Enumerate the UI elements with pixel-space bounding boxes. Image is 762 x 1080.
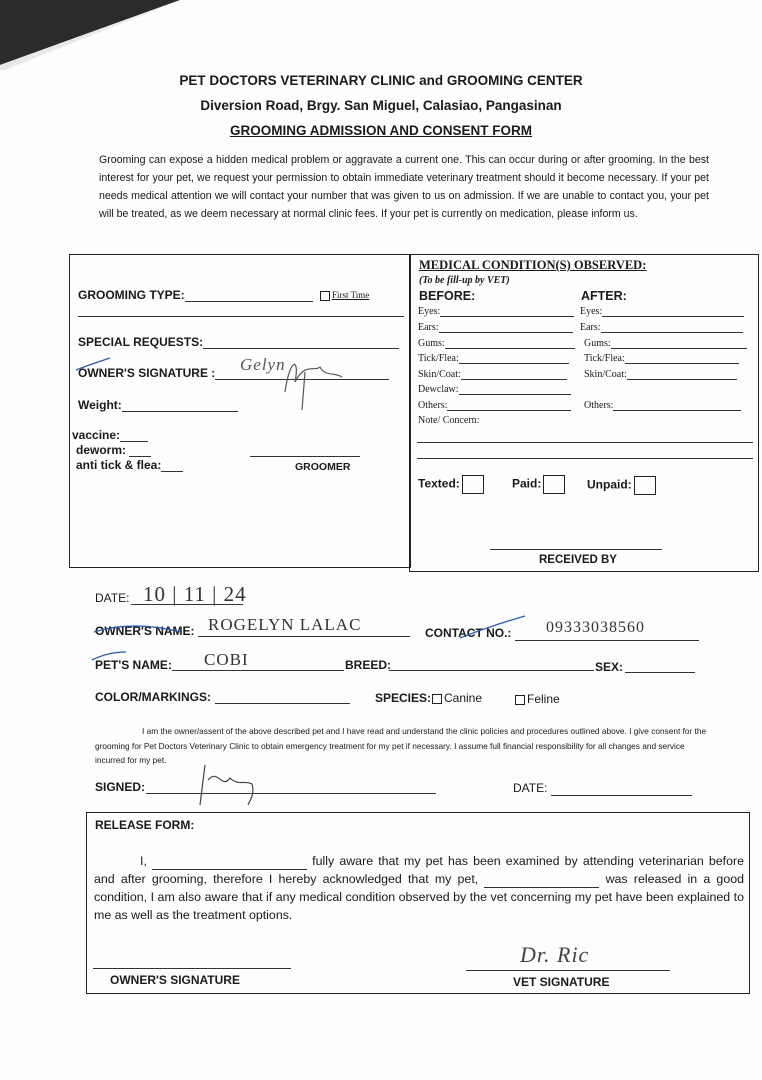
first-time-option[interactable]: First Time <box>320 290 369 301</box>
anti-tick-label: anti tick & flea: <box>76 458 183 472</box>
before-dewclaw-field[interactable] <box>459 394 571 395</box>
medical-subtitle: (To be fill-up by VET) <box>419 275 510 286</box>
release-pet-field[interactable] <box>484 887 599 888</box>
note-line[interactable] <box>417 458 753 459</box>
check-mark-icon <box>74 356 114 376</box>
intro-paragraph: Grooming can expose a hidden medical problem or aggravate a current one. This can occur during or after grooming. In the best interest for your pet, we request your permission to obtain immediate veterinary treatment should it become necessary. If your pet needs medical attention we will contact your number that was given to us on admission. If we are unable to contact you, your pet will be treated, as we deem necessary at normal clinic fees. If your pet is currently on medication, please inform us. <box>99 154 709 220</box>
date-label: DATE: <box>95 591 130 605</box>
medical-row: Others: Others: <box>418 400 758 415</box>
consent-paragraph: I am the owner/assent of the above described pet and I have read and understand the clinic policies and procedures outlined above. I give consent for the grooming for Pet Doctors Veterinary Clinic to obtain emergency treatment for my pet if necessary. I assume full financial responsibility for all changes and service incurred for my pet. <box>95 726 707 765</box>
color-field[interactable] <box>215 703 350 704</box>
texted-checkbox[interactable] <box>462 475 484 494</box>
deworm-label: deworm: <box>76 443 151 457</box>
before-eyes-field[interactable] <box>440 316 574 317</box>
contact-field[interactable] <box>515 640 699 641</box>
grooming-type-label: GROOMING TYPE: <box>78 288 313 302</box>
unpaid-checkbox[interactable] <box>634 476 656 495</box>
after-others-field[interactable] <box>613 410 741 411</box>
special-requests-label: SPECIAL REQUESTS: <box>78 335 399 349</box>
contact-value: 09333038560 <box>546 619 645 636</box>
groomer-line <box>250 456 360 457</box>
grooming-type-field[interactable] <box>185 301 313 302</box>
after-tick-field[interactable] <box>625 363 739 364</box>
contact-label: CONTACT NO.: <box>425 626 512 640</box>
after-gums-field[interactable] <box>611 348 747 349</box>
owner-name-value: ROGELYN LALAC <box>208 615 362 634</box>
date-value: 10 | 11 | 24 <box>143 582 247 606</box>
owner-signature-label: OWNER'S SIGNATURE : <box>78 366 389 380</box>
vaccine-label: vaccine: <box>72 428 148 442</box>
canine-option[interactable]: Canine <box>432 691 482 705</box>
feline-option[interactable]: Feline <box>515 692 560 706</box>
species-label: SPECIES: <box>375 691 432 705</box>
release-owner-signature-label: OWNER'S SIGNATURE <box>110 973 240 987</box>
weight-label: Weight: <box>78 398 238 412</box>
vet-signature-label: VET SIGNATURE <box>513 975 610 989</box>
clinic-name: PET DOCTORS VETERINARY CLINIC and GROOMING CENTER <box>179 73 583 88</box>
vet-signature-value: Dr. Ric <box>520 942 590 967</box>
before-skin-field[interactable] <box>461 379 567 380</box>
paid-checkbox[interactable] <box>543 475 565 494</box>
before-heading: BEFORE: <box>419 289 476 303</box>
medical-row: Eyes: Eyes: <box>418 306 758 321</box>
breed-label: BREED: <box>345 658 392 672</box>
form-title: GROOMING ADMISSION AND CONSENT FORM <box>230 123 532 138</box>
received-by-line[interactable] <box>490 549 662 550</box>
feline-checkbox[interactable] <box>515 695 525 705</box>
clinic-address: Diversion Road, Brgy. San Miguel, Calasiao, Pangasinan <box>200 98 562 113</box>
signature-scribble <box>280 352 350 412</box>
before-ears-field[interactable] <box>439 332 573 333</box>
signed-date-label: DATE: <box>513 781 548 795</box>
weight-field[interactable] <box>122 411 238 412</box>
first-time-checkbox[interactable] <box>320 291 330 301</box>
paper-fold <box>0 0 180 70</box>
owner-signature-line[interactable] <box>93 968 291 969</box>
pet-name-field[interactable] <box>172 670 344 671</box>
special-requests-field[interactable] <box>203 348 399 349</box>
release-paragraph: I, fully aware that my pet has been examined by attending veterinarian before and after grooming, therefore I hereby acknowledged that my pet, was released in a good condition, I am also aware that if any medical condition observed by the vet concerning my pet have been explained to me as well as the treatment options. <box>94 854 744 922</box>
after-skin-field[interactable] <box>627 379 737 380</box>
vaccine-field[interactable] <box>120 441 148 442</box>
signature-scribble <box>190 760 270 810</box>
owner-name-label: OWNER'S NAME: <box>95 624 195 638</box>
medical-row: Tick/Flea: Tick/Flea: <box>418 353 758 368</box>
before-tick-field[interactable] <box>459 363 569 364</box>
signed-label: SIGNED: <box>95 780 146 794</box>
pet-name-label: PET'S NAME: <box>95 658 172 672</box>
before-others-field[interactable] <box>447 410 571 411</box>
medical-row: Skin/Coat: Skin/Coat: <box>418 369 758 384</box>
paid-option: Paid: <box>512 475 565 494</box>
groomer-label: GROOMER <box>295 461 351 473</box>
sex-label: SEX: <box>595 660 624 674</box>
color-label: COLOR/MARKINGS: <box>95 690 211 704</box>
release-owner-field[interactable] <box>152 869 307 870</box>
unpaid-option: Unpaid: <box>587 476 656 495</box>
before-gums-field[interactable] <box>445 348 575 349</box>
canine-checkbox[interactable] <box>432 694 442 704</box>
deworm-field[interactable] <box>129 456 151 457</box>
medical-row: Dewclaw: <box>418 384 758 399</box>
vet-signature-line[interactable] <box>466 970 670 971</box>
after-ears-field[interactable] <box>601 332 743 333</box>
breed-field[interactable] <box>389 670 594 671</box>
texted-option: Texted: <box>418 475 484 494</box>
signed-date-field[interactable] <box>551 795 692 796</box>
after-eyes-field[interactable] <box>602 316 744 317</box>
pet-name-value: COBI <box>204 650 249 669</box>
note-label: Note/ Concern: <box>418 415 480 426</box>
grooming-type-line <box>78 316 404 317</box>
sex-field[interactable] <box>625 672 695 673</box>
anti-tick-field[interactable] <box>161 471 183 472</box>
owner-signature-value: Gelyn <box>240 355 286 374</box>
after-heading: AFTER: <box>581 289 627 303</box>
received-by-label: RECEIVED BY <box>539 554 617 566</box>
medical-row: Gums: Gums: <box>418 338 758 353</box>
note-line[interactable] <box>417 442 753 443</box>
release-title: RELEASE FORM: <box>95 818 195 832</box>
medical-title: MEDICAL CONDITION(S) OBSERVED: <box>419 258 647 272</box>
medical-row: Ears: Ears: <box>418 322 758 337</box>
